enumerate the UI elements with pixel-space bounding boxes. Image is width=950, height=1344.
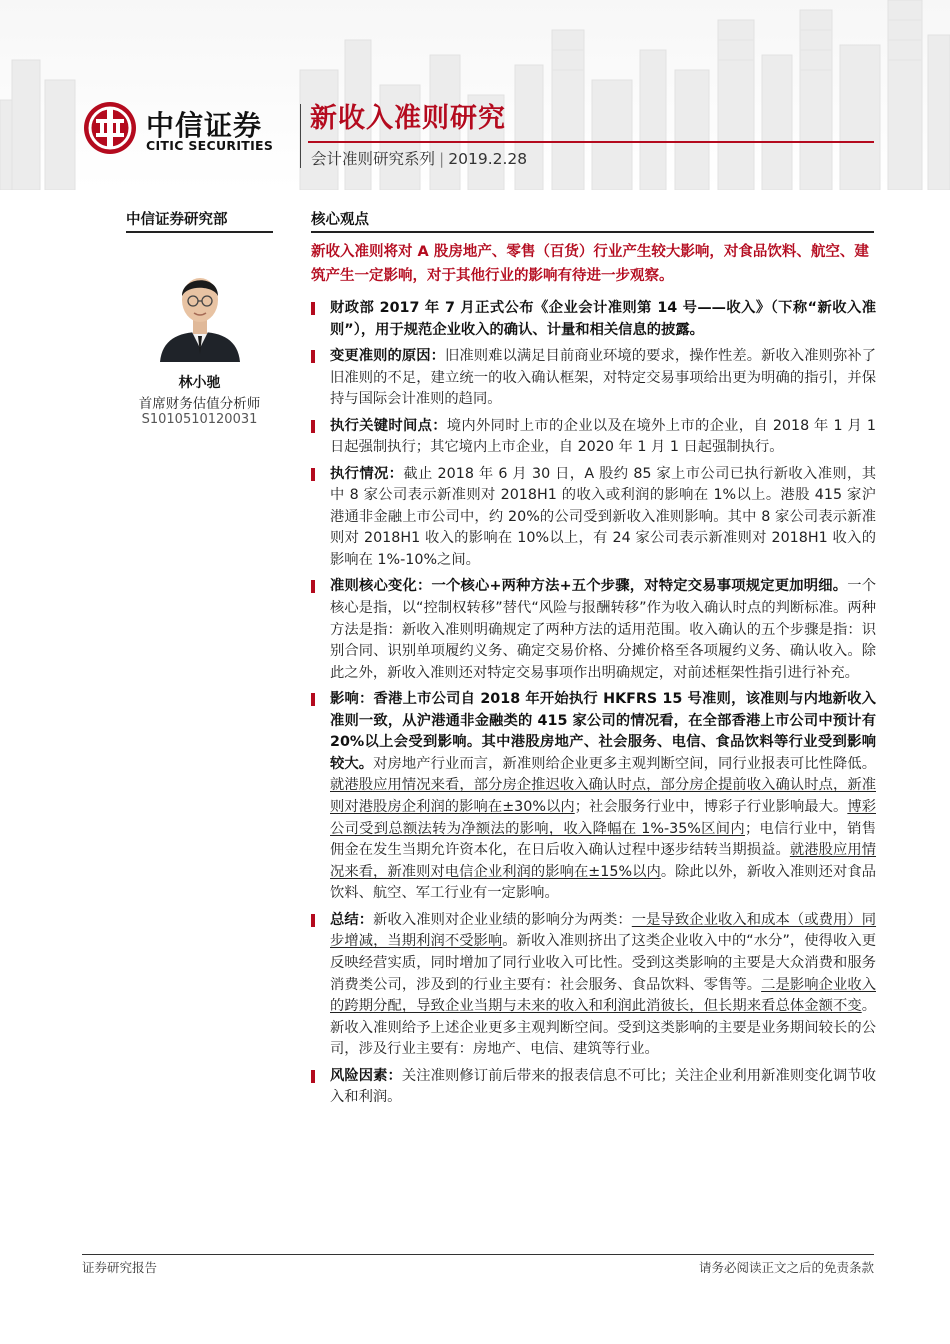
brand-logo [82,100,282,156]
bullet-bold: 影响：香港上市公司自 2018 年开始执行 HKFRS 15 号准则，该准则与内地新收入准则一致，从沪港通非金融类的 415 家公司的情况看，在全部香港上市公司中预计有 20%以上会受到影响。其中港股房地产、社会服务、电信、食品饮料等行业受到影响较大。 [330,691,876,772]
bullet-underline: 就港股应用情况来看，部分房企推迟收入确认时点，部分房企提前收入确认时点，新准则对港股房企利润的影响在±30%以内 [330,777,876,816]
bullet-change-reason [311,346,876,411]
header-divider [300,104,301,168]
title-rule [308,141,874,143]
bullet-bold: 总结： [330,911,374,928]
bullet-underline: 二是影响企业收入的跨期分配，导致企业当期与未来的收入和利润此消彼长，但长期来看总体金额不变 [330,976,876,1015]
bullet-bold: 准则核心变化：一个核心+两种方法+五个步骤，对特定交易事项规定更加明细。 [330,578,848,595]
bullet-announcement [311,298,876,341]
footer-rule [82,1254,874,1255]
bullet-bold: 变更准则的原因： [330,347,445,364]
footer-disclaimer-note: 请务必阅读正文之后的免责条款 [698,1260,874,1275]
citic-logo-icon [82,100,138,156]
bullet-impact [311,689,876,905]
bullet-effective-dates [311,416,876,459]
subtitle-separator: | [439,150,445,168]
section-title: 核心观点 [311,212,369,228]
report-series: 会计准则研究系列 [311,150,436,168]
analyst-portrait [152,262,248,362]
bullet-text: 截止 2018 年 6 月 30 日，A 股约 85 家上市公司已执行新收入准则，其中 8 家公司表示新准则对 2018H1 的收入或利润的影响在 1%以上。港股 415 家沪港通非金融上市公司中，约 20%的公司受到新收入准则影响。其中 8 家公司表示新准则对 2018H1 收入的影响在 10%以上，有 24 家公司表示新准则对 2018H1 收入的影响在 1%-10%之间。 [330,465,877,568]
bullet-text: 。新收入准则挤出了这类企业收入中的“水分”，使得收入更反映经营实质，同时增加了同行业收入可比性。受到这类影响的主要是大众消费和服务消费类公司，涉及到的行业主要有：社会服务、食品饮料、零售等。 [330,933,877,993]
section-rule [311,231,874,233]
bullet-bold: 财政部 2017 年 7 月正式公布《企业会计准则第 14 号——收入》（下称“新收入准则”），用于规范企业收入的确认、计量和相关信息的披露。 [330,300,876,338]
bullet-text: 对房地产行业而言，新准则给企业更多主观判断空间，同行业报表可比性降低。 [373,755,877,772]
brand-name-cn: 中信证券 [146,109,263,142]
bullet-summary [311,910,876,1061]
bullet-text: 。新收入准则给予上述企业更多主观判断空间。受到这类影响的主要是业务期间较长的公司，涉及行业主要有：房地产、电信、建筑等行业。 [330,998,876,1058]
bullet-text: 关注准则修订前后带来的报表信息不可比；关注企业利用新准则变化调节收入和利润。 [330,1067,877,1106]
department-rule [126,231,273,233]
key-points [311,298,876,1114]
lead-summary: 新收入准则将对 A 股房地产、零售（百货）行业产生较大影响，对食品饮料、航空、建筑产生一定影响，对于其他行业的影响有待进一步观察。 [311,244,869,284]
bullet-implementation [311,464,876,572]
report-title: 新收入准则研究 [310,103,506,134]
bullet-text: 。除此以外，新收入准则还对食品饮料、航空、军工行业有一定影响。 [330,863,877,902]
bullet-core-changes [311,576,876,684]
bullet-text: ；电信行业中，销售佣金在发生当期允许资本化，在日后收入确认过程中逐步结转当期损益。 [330,820,877,859]
footer-report-type: 证券研究报告 [82,1260,158,1275]
analyst-title: 首席财务估值分析师 [138,396,261,412]
analyst-id: S1010510120031 [141,412,258,427]
bullet-bold: 风险因素： [330,1067,402,1084]
brand-name-en: CITIC SECURITIES [146,138,274,153]
bullet-text: 旧准则难以满足目前商业环境的要求，操作性差。新收入准则弥补了旧准则的不足，建立统一的收入确认框架，对特定交易事项给出更为明确的指引，并保持与国际会计准则的趋同。 [330,347,877,408]
bullet-text: 境内外同时上市的企业以及在境外上市的企业，自 2018 年 1 月 1 日起强制执行；其它境内上市企业，自 2020 年 1 月 1 日起强制执行。 [330,417,876,456]
bullet-underline: 博彩公司受到总额法转为净额法的影响，收入降幅在 1%-35%区间内 [330,799,876,837]
bullet-underline: 一是导致企业收入和成本（或费用）同步增减，当期利润不受影响 [330,911,877,950]
bullet-bold: 执行情况： [330,465,404,482]
bullet-text: 一个核心是指，以“控制权转移”替代“风险与报酬转移”作为收入确认时点的判断标准。两种方法是指：新收入准则明确规定了两种方法的适用范围。收入确认的五个步骤是指：识别合同、识别单项履约义务、确定交易价格、分摊价格至各项履约义务、确认收入。除此之外，新收入准则还对特定交易事项作出明确规定，对前述框架性指引进行补充。 [330,578,876,681]
bullet-text: 新收入准则对企业业绩的影响分为两类： [373,911,632,928]
analyst-name: 林小驰 [178,375,221,391]
bullet-underline: 就港股应用情况来看，新准则对电信企业利润的影响在±15%以内 [330,842,877,880]
bullet-risk-factors [311,1066,876,1109]
bullet-bold: 执行关键时间点： [330,417,447,434]
bullet-text: ；社会服务行业中，博彩子行业影响最大。 [574,799,848,816]
report-date: 2019.2.28 [448,150,528,168]
department-label: 中信证券研究部 [126,212,228,228]
report-subtitle [311,147,527,169]
